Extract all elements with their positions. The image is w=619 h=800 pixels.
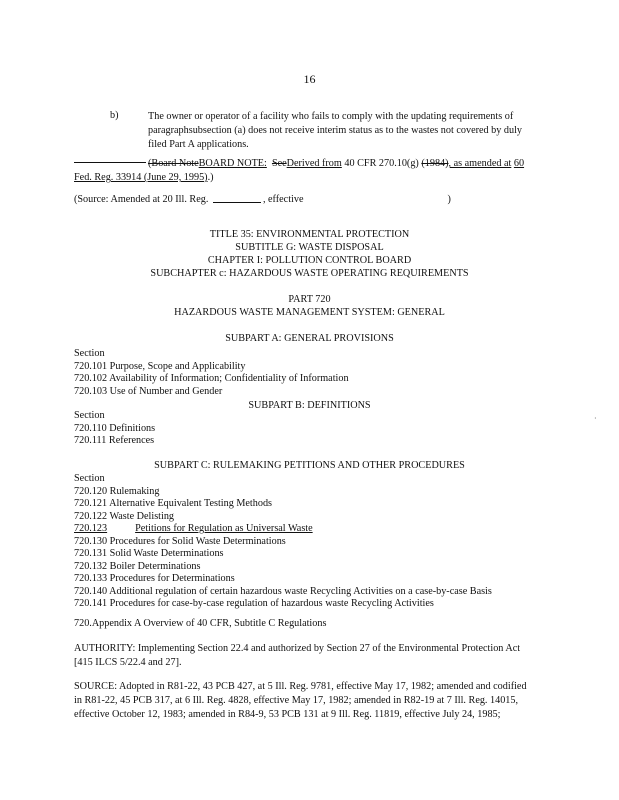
list-item: 720.141 Procedures for case-by-case regulation of hazardous waste Recycling Activities [74, 598, 434, 609]
source-line-prefix: (Source: Amended at 20 Ill. Reg. [74, 194, 209, 205]
board-note-amended-rest: 60 [513, 158, 525, 169]
board-note-derived: Derived from [286, 158, 342, 169]
subtitle-heading: SUBTITLE G: WASTE DISPOSAL [235, 242, 384, 253]
part-heading: PART 720 [288, 294, 331, 305]
source-line-middle: , effective [262, 194, 304, 205]
subpart-c-heading: SUBPART C: RULEMAKING PETITIONS AND OTHER PROCEDURES [154, 460, 465, 471]
list-item: 720.120 Rulemaking [74, 485, 160, 497]
source-history-paragraph: SOURCE: Adopted in R81-22, 43 PCB 427, at 5 Ill. Reg. 9781, effective May 17, 1982; amended and codified in R81-22, 45 PCB 317, at 6 Ill. Reg. 4828, effective May 17, 1982; amended in R82-19 at 7 Ill. Reg. 14015, effective October 12, 1983; amended in R84-9, 53 PCB 131 at 9 Ill. Reg. 11819, effective July 24, 1985; [74, 681, 527, 720]
section-label: Section [74, 348, 105, 359]
board-note-amended-prefix: , as amended at [448, 158, 512, 169]
board-note-label: BOARD NOTE: [198, 158, 267, 169]
list-item: 720.133 Procedures for Determinations [74, 573, 235, 584]
list-item: 720.140 Additional regulation of certain hazardous waste Recycling Activities on a case-by-case Basis [74, 585, 492, 597]
board-note-struck-year: (1984) [421, 158, 449, 169]
subpart-c-list [74, 473, 492, 611]
list-item: 720.121 Alternative Equivalent Testing Methods [74, 498, 273, 509]
subpart-b-heading: SUBPART B: DEFINITIONS [248, 400, 371, 411]
list-item: 720.131 Solid Waste Determinations [74, 548, 224, 559]
list-item: 720.101 Purpose, Scope and Applicability [74, 360, 246, 372]
list-item: 720.122 Waste Delisting [74, 510, 175, 522]
chapter-heading: CHAPTER I: POLLUTION CONTROL BOARD [207, 255, 412, 266]
section-label: Section [74, 410, 105, 421]
authority-paragraph: AUTHORITY: Implementing Section 22.4 and authorized by Section 27 of the Environmental Protection Act [415 ILCS 5/22.4 and 27]. [74, 643, 521, 668]
source-line-closing: ) [447, 194, 451, 205]
list-item: 720.130 Procedures for Solid Waste Determinations [74, 535, 286, 547]
board-note-fed-reg: Fed. Reg. 33914 (June 29, 1995) [74, 172, 208, 183]
board-note-struck-label: (Board Note [148, 158, 199, 169]
list-item: 720.103 Use of Number and Gender [74, 385, 223, 397]
board-note [74, 157, 524, 185]
page-number: 16 [303, 72, 316, 86]
source-line-blank [213, 202, 261, 203]
paragraph-b-text: The owner or operator of a facility who fails to comply with the updating requirements of paragraphsubsection (a) does not receive interim status as to the wastes not covered by duly filed Part A applications. [148, 111, 522, 150]
list-item-new [74, 523, 492, 536]
subpart-a-heading: SUBPART A: GENERAL PROVISIONS [225, 333, 394, 344]
subpart-a-list [74, 348, 349, 398]
new-item-number: 720.123 [74, 523, 108, 534]
margin-mark: · [594, 414, 597, 423]
list-item: 720.102 Availability of Information; Confidentiality of Information [74, 373, 349, 384]
subchapter-heading: SUBCHAPTER c: HAZARDOUS WASTE OPERATING REQUIREMENTS [150, 268, 469, 279]
source-line [74, 194, 451, 207]
board-note-cfr: 40 CFR 270.10(g) [344, 158, 419, 169]
title-heading: TITLE 35: ENVIRONMENTAL PROTECTION [209, 229, 410, 240]
subpart-b-list [74, 410, 155, 448]
section-label: Section [74, 473, 105, 484]
list-item: 720.111 References [74, 435, 155, 446]
part-name-heading: HAZARDOUS WASTE MANAGEMENT SYSTEM: GENERAL [174, 307, 445, 318]
board-note-indent-rule [74, 162, 146, 163]
list-item: 720.132 Boiler Determinations [74, 560, 201, 572]
new-item-title: Petitions for Regulation as Universal Waste [135, 523, 313, 534]
list-item: 720.110 Definitions [74, 422, 156, 434]
appendix-line: 720.Appendix A Overview of 40 CFR, Subtitle C Regulations [74, 618, 327, 629]
board-note-struck-see: See [271, 158, 287, 169]
board-note-closing: .) [207, 172, 214, 183]
paragraph-b-label: b) [110, 110, 119, 121]
